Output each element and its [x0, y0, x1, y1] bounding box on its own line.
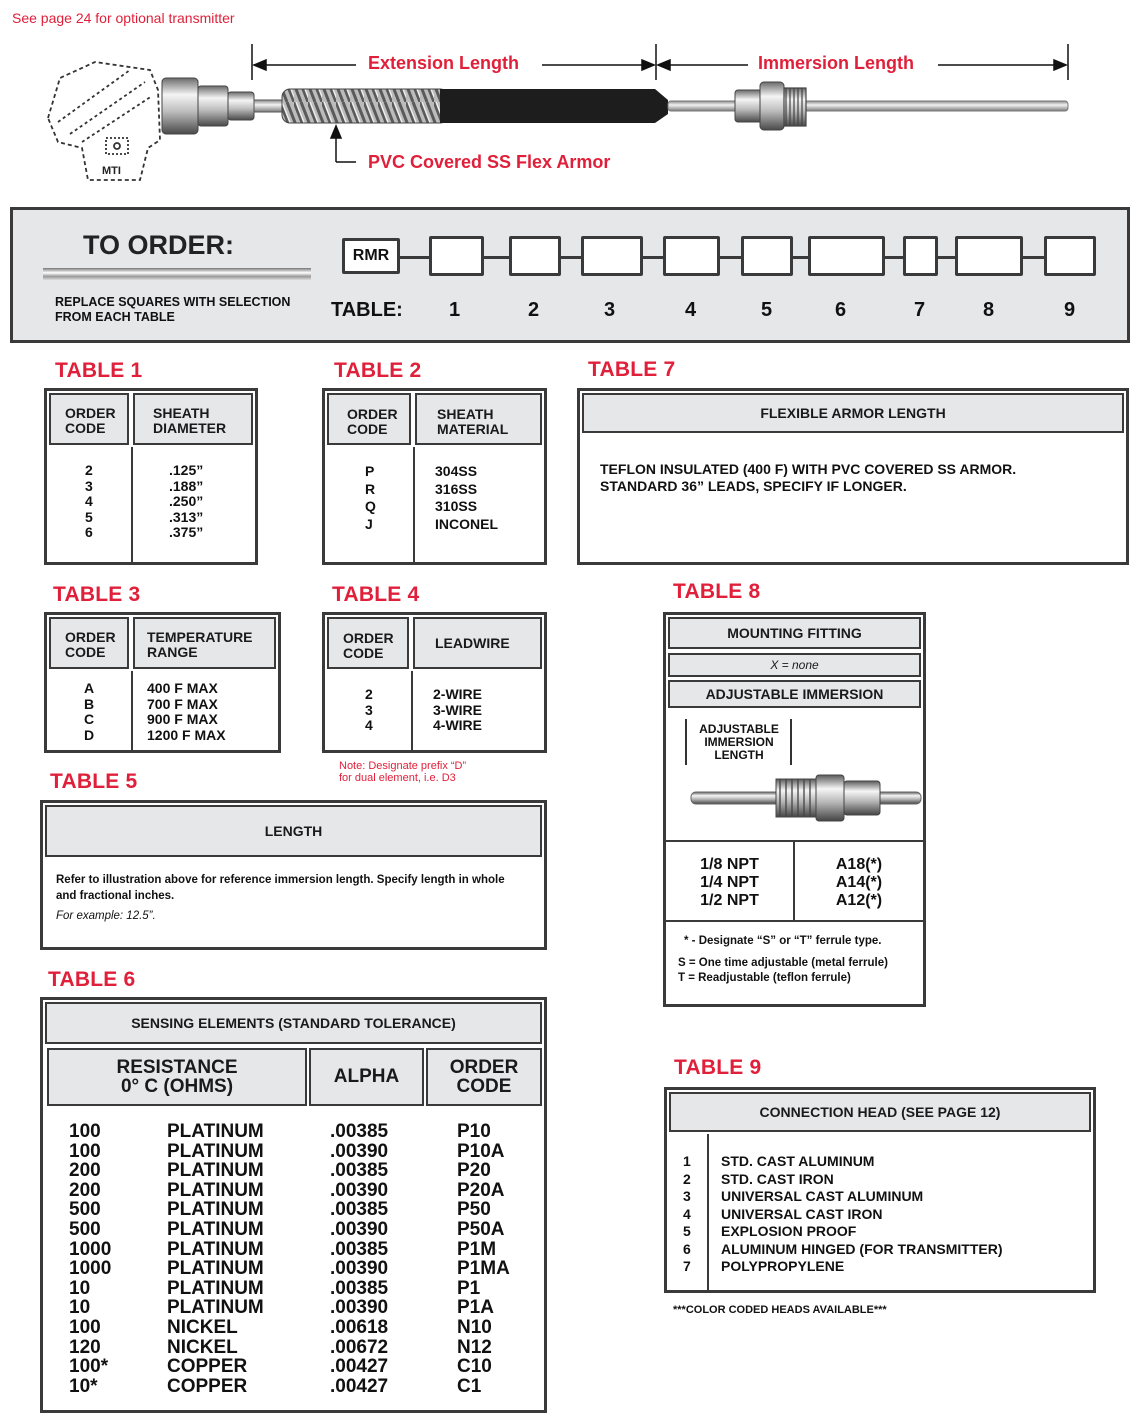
table4-title: TABLE 4 — [332, 583, 420, 606]
table6-codes: P10 P10A P20 P20A P50 P50A P1M P1MA P1 P1A N10 N12 C10 C1 — [457, 1121, 510, 1397]
table6-alpha: .00385 .00390 .00385 .00390 .00385 .00390 .00385 .00390 .00385 .00390 .00618 .00672 .00427 .00427 — [330, 1121, 389, 1397]
order-slot-2[interactable] — [509, 236, 561, 276]
table8-codes: A18(*) A14(*) A12(*) — [835, 856, 883, 909]
table6-title: TABLE 6 — [48, 968, 136, 991]
table-number: 5 — [761, 299, 773, 321]
table1-header-value: SHEATH DIAMETER — [133, 393, 253, 445]
table5-text: Refer to illustration above for reference immersion length. Specify length in whole and fractional inches. — [56, 874, 505, 902]
table6-material: PLATINUM PLATINUM PLATINUM PLATINUM PLATINUM PLATINUM PLATINUM PLATINUM PLATINUM PLATINUM NICKEL NICKEL COPPER COPPER — [167, 1121, 264, 1397]
table-label: TABLE: — [331, 299, 403, 321]
table2-codes: P R Q J — [365, 463, 376, 532]
table7 — [577, 388, 1129, 565]
head-logo: MTI — [102, 165, 121, 177]
order-slot-4[interactable] — [663, 236, 720, 276]
order-instructions: REPLACE SQUARES WITH SELECTION FROM EACH TABLE — [55, 295, 291, 324]
table2-values: 304SS 316SS 310SS INCONEL — [435, 463, 498, 532]
table9 — [664, 1087, 1096, 1293]
table9-title: TABLE 9 — [674, 1056, 762, 1079]
title-rule — [43, 268, 311, 280]
table-number: 1 — [449, 299, 461, 321]
order-slot-1[interactable] — [429, 236, 484, 276]
table1-title: TABLE 1 — [55, 359, 143, 382]
order-slot-7[interactable] — [903, 236, 938, 276]
table3-values: 400 F MAX 700 F MAX 900 F MAX 1200 F MAX — [147, 680, 226, 743]
table6-header: SENSING ELEMENTS (STANDARD TOLERANCE) — [45, 1002, 542, 1044]
table6-resistance: 100 100 200 200 500 500 1000 1000 10 10 100 120 100* 10* — [69, 1121, 112, 1397]
table3-codes: A B C D — [84, 680, 95, 743]
order-title: TO ORDER: — [83, 230, 235, 260]
extension-length-label: Extension Length — [368, 53, 520, 73]
table3-title: TABLE 3 — [53, 583, 141, 606]
table2-header-code: ORDER CODE — [327, 393, 411, 445]
table9-footnote: ***COLOR CODED HEADS AVAILABLE*** — [673, 1304, 887, 1316]
order-slot-5[interactable] — [741, 236, 793, 276]
table-number: 8 — [983, 299, 995, 321]
table6-col-resistance: RESISTANCE 0° C (OHMS) — [47, 1048, 307, 1106]
table8-title: TABLE 8 — [673, 580, 761, 603]
table3-header-value: TEMPERATURE RANGE — [133, 617, 276, 669]
table-number: 6 — [835, 299, 847, 321]
table6 — [40, 997, 547, 1413]
immersion-length-label: Immersion Length — [758, 53, 915, 73]
table4-note: Note: Designate prefix “D” for dual element, i.e. D3 — [339, 760, 467, 784]
table5 — [40, 800, 547, 950]
table-number: 2 — [528, 299, 540, 321]
table4-values: 2-WIRE 3-WIRE 4-WIRE — [433, 686, 482, 733]
table8-header: MOUNTING FITTING — [668, 617, 921, 649]
order-prefix: RMR — [342, 238, 400, 274]
table8-subheader: ADJUSTABLE IMMERSION — [668, 680, 921, 708]
table4-header-value: LEADWIRE — [413, 617, 542, 669]
table-number: 7 — [914, 299, 926, 321]
order-slot-9[interactable] — [1044, 236, 1096, 276]
table5-title: TABLE 5 — [50, 770, 138, 793]
table2 — [322, 388, 547, 565]
table4 — [322, 612, 547, 753]
connection-head-illustration — [48, 62, 160, 180]
thread-illustration — [784, 88, 806, 126]
order-slot-6[interactable] — [808, 236, 885, 276]
table2-title: TABLE 2 — [334, 359, 422, 382]
fitting-illustration — [686, 767, 926, 827]
order-slot-8[interactable] — [955, 236, 1023, 276]
table1-codes: 2 3 4 5 6 — [85, 462, 93, 540]
table1-header-code: ORDER CODE — [49, 393, 129, 445]
table8-none-note: X = none — [668, 653, 921, 677]
table8-ferrules: S = One time adjustable (metal ferrule) T = Readjustable (teflon ferrule) — [678, 957, 888, 984]
table9-codes: 1 2 3 4 5 6 7 — [683, 1153, 691, 1274]
table8 — [663, 612, 926, 1007]
table7-text: TEFLON INSULATED (400 F) WITH PVC COVERED SS ARMOR. STANDARD 36” LEADS, SPECIFY IF LONGER. — [600, 461, 1017, 494]
table8-sizes: 1/8 NPT 1/4 NPT 1/2 NPT — [700, 856, 759, 909]
armor-label: PVC Covered SS Flex Armor — [368, 152, 611, 172]
table9-values: STD. CAST ALUMINUM STD. CAST IRON UNIVERSAL CAST ALUMINUM UNIVERSAL CAST IRON EXPLOSION PROOF ALUMINUM HINGED (FOR TRANSMITTER) POLYPROPYLENE — [721, 1153, 1003, 1274]
table9-header: CONNECTION HEAD (SEE PAGE 12) — [669, 1092, 1091, 1132]
table4-header-code: ORDER CODE — [327, 617, 409, 669]
table-number: 4 — [685, 299, 697, 321]
table3 — [44, 612, 281, 753]
table8-illus-label: ADJUSTABLE IMMERSION LENGTH — [699, 722, 779, 762]
table7-header: FLEXIBLE ARMOR LENGTH — [582, 393, 1124, 433]
table1-values: .125” .188” .250” .313” .375” — [169, 462, 204, 540]
table6-col-alpha: ALPHA — [309, 1048, 424, 1106]
order-slot-3[interactable] — [581, 236, 643, 276]
table-number: 9 — [1064, 299, 1076, 321]
table8-footnote: * - Designate “S” or “T” ferrule type. — [684, 935, 882, 947]
table5-header: LENGTH — [45, 805, 542, 857]
table2-header-value: SHEATH MATERIAL — [415, 393, 542, 445]
table7-title: TABLE 7 — [588, 358, 676, 381]
transmitter-note: See page 24 for optional transmitter — [12, 10, 235, 26]
table3-header-code: ORDER CODE — [49, 617, 129, 669]
table5-example: For example: 12.5”. — [56, 910, 156, 922]
table6-col-order-code: ORDER CODE — [426, 1048, 542, 1106]
table4-codes: 2 3 4 — [365, 686, 373, 733]
table1 — [44, 388, 258, 565]
table-number: 3 — [604, 299, 616, 321]
